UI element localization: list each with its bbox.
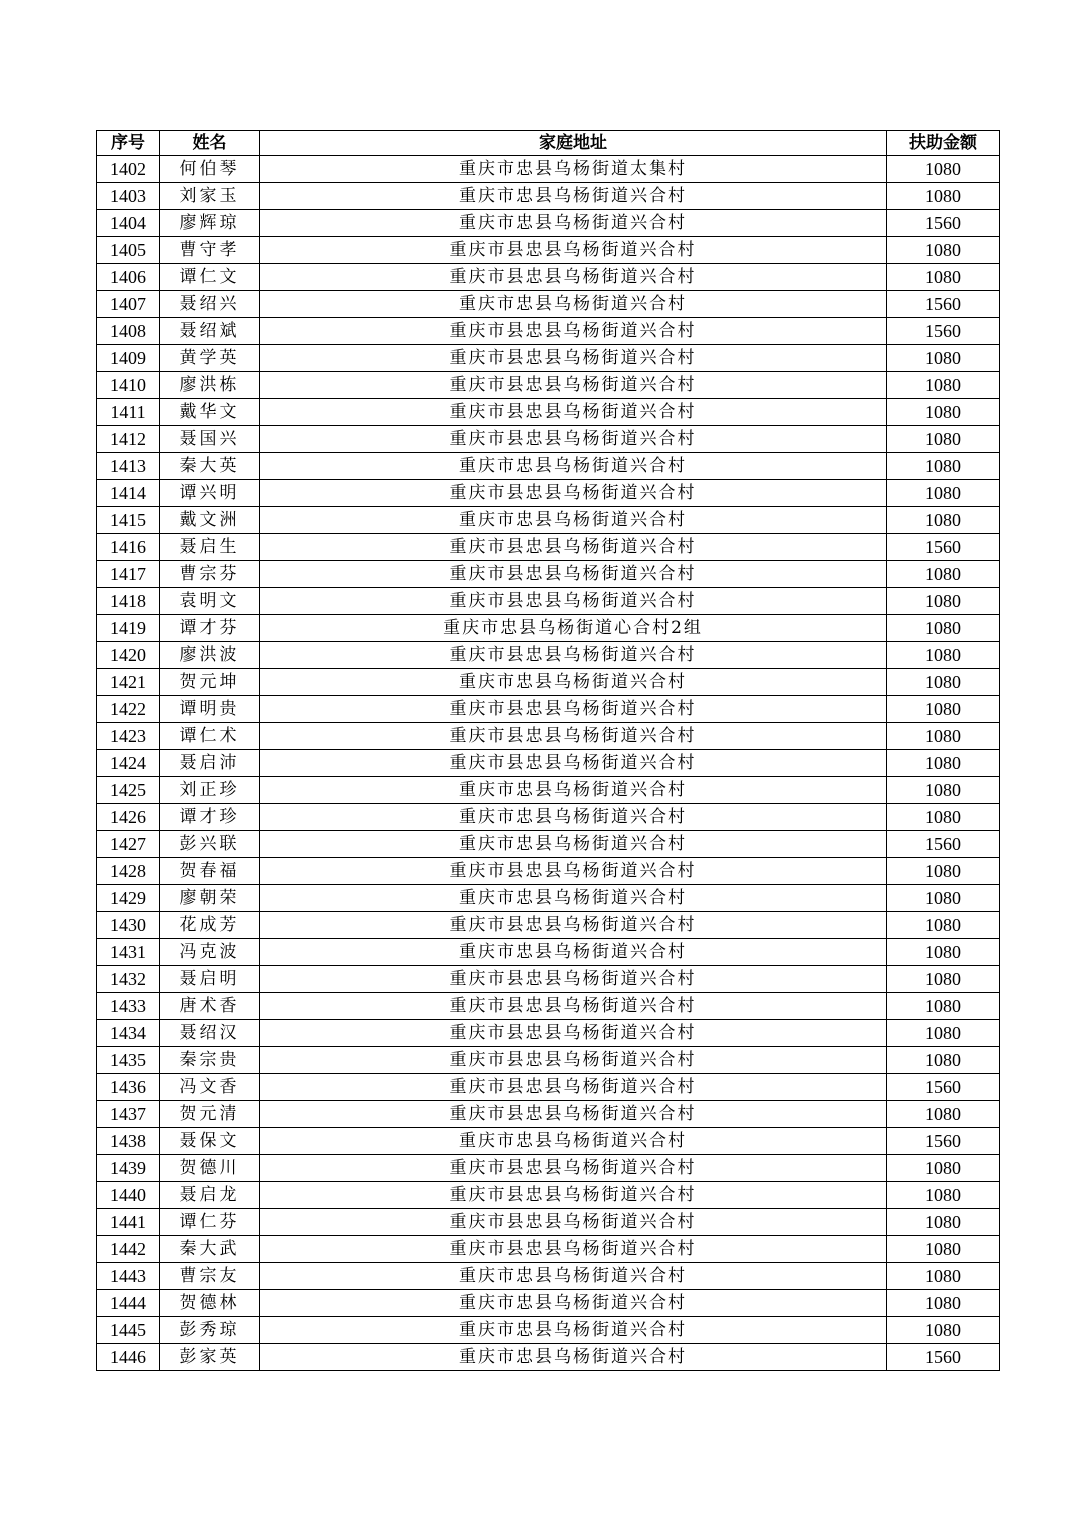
address-cell: 重庆市县忠县乌杨街道兴合村 — [260, 264, 887, 291]
address-cell: 重庆市县忠县乌杨街道兴合村 — [260, 912, 887, 939]
name-cell: 曹宗友 — [160, 1263, 260, 1290]
amount-cell: 1560 — [887, 318, 1000, 345]
address-cell: 重庆市县忠县乌杨街道兴合村 — [260, 966, 887, 993]
table-row — [97, 912, 1000, 939]
table-row — [97, 1263, 1000, 1290]
address-cell: 重庆市忠县乌杨街道兴合村 — [260, 183, 887, 210]
amount-cell: 1080 — [887, 399, 1000, 426]
serial-number-cell: 1405 — [97, 237, 160, 264]
table-row — [97, 507, 1000, 534]
header-home-address: 家庭地址 — [260, 131, 887, 156]
serial-number-cell: 1427 — [97, 831, 160, 858]
name-cell: 谭才芬 — [160, 615, 260, 642]
name-cell: 何伯琴 — [160, 156, 260, 183]
table-row — [97, 453, 1000, 480]
address-cell: 重庆市县忠县乌杨街道兴合村 — [260, 426, 887, 453]
name-cell: 彭兴联 — [160, 831, 260, 858]
address-cell: 重庆市县忠县乌杨街道兴合村 — [260, 318, 887, 345]
address-cell: 重庆市县忠县乌杨街道兴合村 — [260, 858, 887, 885]
serial-number-cell: 1428 — [97, 858, 160, 885]
serial-number-cell: 1430 — [97, 912, 160, 939]
table-row — [97, 1074, 1000, 1101]
serial-number-cell: 1431 — [97, 939, 160, 966]
name-cell: 廖朝荣 — [160, 885, 260, 912]
table-row — [97, 777, 1000, 804]
name-cell: 贺元坤 — [160, 669, 260, 696]
name-cell: 聂绍汉 — [160, 1020, 260, 1047]
name-cell: 秦大武 — [160, 1236, 260, 1263]
amount-cell: 1080 — [887, 1101, 1000, 1128]
address-cell: 重庆市县忠县乌杨街道兴合村 — [260, 1020, 887, 1047]
serial-number-cell: 1444 — [97, 1290, 160, 1317]
table-row — [97, 696, 1000, 723]
address-cell: 重庆市县忠县乌杨街道兴合村 — [260, 1047, 887, 1074]
amount-cell: 1560 — [887, 210, 1000, 237]
address-cell: 重庆市县忠县乌杨街道兴合村 — [260, 480, 887, 507]
amount-cell: 1080 — [887, 615, 1000, 642]
address-cell: 重庆市县忠县乌杨街道兴合村 — [260, 993, 887, 1020]
table-row — [97, 237, 1000, 264]
amount-cell: 1560 — [887, 291, 1000, 318]
table-row — [97, 966, 1000, 993]
amount-cell: 1080 — [887, 1020, 1000, 1047]
serial-number-cell: 1446 — [97, 1344, 160, 1371]
header-serial-number: 序号 — [97, 131, 160, 156]
address-cell: 重庆市忠县乌杨街道心合村2组 — [260, 615, 887, 642]
name-cell: 袁明文 — [160, 588, 260, 615]
address-cell: 重庆市县忠县乌杨街道兴合村 — [260, 561, 887, 588]
amount-cell: 1080 — [887, 1236, 1000, 1263]
address-cell: 重庆市忠县乌杨街道兴合村 — [260, 804, 887, 831]
serial-number-cell: 1442 — [97, 1236, 160, 1263]
address-cell: 重庆市忠县乌杨街道兴合村 — [260, 453, 887, 480]
name-cell: 秦宗贵 — [160, 1047, 260, 1074]
name-cell: 刘正珍 — [160, 777, 260, 804]
name-cell: 谭兴明 — [160, 480, 260, 507]
address-cell: 重庆市县忠县乌杨街道兴合村 — [260, 1236, 887, 1263]
serial-number-cell: 1434 — [97, 1020, 160, 1047]
name-cell: 戴文洲 — [160, 507, 260, 534]
table-row — [97, 210, 1000, 237]
amount-cell: 1560 — [887, 1074, 1000, 1101]
serial-number-cell: 1422 — [97, 696, 160, 723]
amount-cell: 1560 — [887, 1128, 1000, 1155]
address-cell: 重庆市县忠县乌杨街道兴合村 — [260, 588, 887, 615]
amount-cell: 1080 — [887, 723, 1000, 750]
table-row — [97, 831, 1000, 858]
amount-cell: 1080 — [887, 507, 1000, 534]
table-row — [97, 1344, 1000, 1371]
amount-cell: 1080 — [887, 1047, 1000, 1074]
serial-number-cell: 1424 — [97, 750, 160, 777]
serial-number-cell: 1437 — [97, 1101, 160, 1128]
amount-cell: 1080 — [887, 561, 1000, 588]
serial-number-cell: 1429 — [97, 885, 160, 912]
serial-number-cell: 1420 — [97, 642, 160, 669]
serial-number-cell: 1411 — [97, 399, 160, 426]
table-row — [97, 318, 1000, 345]
name-cell: 花成芳 — [160, 912, 260, 939]
table-row — [97, 993, 1000, 1020]
table-row — [97, 669, 1000, 696]
table-row — [97, 1155, 1000, 1182]
amount-cell: 1080 — [887, 1155, 1000, 1182]
address-cell: 重庆市忠县乌杨街道兴合村 — [260, 291, 887, 318]
header-name: 姓名 — [160, 131, 260, 156]
address-cell: 重庆市县忠县乌杨街道兴合村 — [260, 237, 887, 264]
name-cell: 聂绍兴 — [160, 291, 260, 318]
amount-cell: 1080 — [887, 372, 1000, 399]
name-cell: 冯文香 — [160, 1074, 260, 1101]
address-cell: 重庆市县忠县乌杨街道兴合村 — [260, 696, 887, 723]
amount-cell: 1080 — [887, 453, 1000, 480]
serial-number-cell: 1414 — [97, 480, 160, 507]
serial-number-cell: 1419 — [97, 615, 160, 642]
serial-number-cell: 1412 — [97, 426, 160, 453]
name-cell: 贺德林 — [160, 1290, 260, 1317]
table-header — [97, 131, 1000, 156]
name-cell: 曹宗芬 — [160, 561, 260, 588]
table-row — [97, 1317, 1000, 1344]
amount-cell: 1080 — [887, 480, 1000, 507]
amount-cell: 1080 — [887, 588, 1000, 615]
serial-number-cell: 1404 — [97, 210, 160, 237]
address-cell: 重庆市忠县乌杨街道兴合村 — [260, 1290, 887, 1317]
address-cell: 重庆市忠县乌杨街道兴合村 — [260, 1263, 887, 1290]
table-row — [97, 1209, 1000, 1236]
name-cell: 谭明贵 — [160, 696, 260, 723]
name-cell: 彭秀琼 — [160, 1317, 260, 1344]
table-row — [97, 885, 1000, 912]
name-cell: 聂启龙 — [160, 1182, 260, 1209]
address-cell: 重庆市忠县乌杨街道兴合村 — [260, 1128, 887, 1155]
table-row — [97, 1182, 1000, 1209]
serial-number-cell: 1409 — [97, 345, 160, 372]
serial-number-cell: 1406 — [97, 264, 160, 291]
serial-number-cell: 1416 — [97, 534, 160, 561]
name-cell: 聂启明 — [160, 966, 260, 993]
serial-number-cell: 1432 — [97, 966, 160, 993]
address-cell: 重庆市县忠县乌杨街道兴合村 — [260, 534, 887, 561]
amount-cell: 1080 — [887, 345, 1000, 372]
table-row — [97, 588, 1000, 615]
address-cell: 重庆市忠县乌杨街道兴合村 — [260, 669, 887, 696]
amount-cell: 1080 — [887, 804, 1000, 831]
amount-cell: 1080 — [887, 912, 1000, 939]
amount-cell: 1080 — [887, 1263, 1000, 1290]
serial-number-cell: 1418 — [97, 588, 160, 615]
serial-number-cell: 1408 — [97, 318, 160, 345]
address-cell: 重庆市忠县乌杨街道兴合村 — [260, 210, 887, 237]
name-cell: 谭才珍 — [160, 804, 260, 831]
name-cell: 贺德川 — [160, 1155, 260, 1182]
serial-number-cell: 1413 — [97, 453, 160, 480]
name-cell: 刘家玉 — [160, 183, 260, 210]
name-cell: 黄学英 — [160, 345, 260, 372]
serial-number-cell: 1402 — [97, 156, 160, 183]
serial-number-cell: 1438 — [97, 1128, 160, 1155]
address-cell: 重庆市县忠县乌杨街道兴合村 — [260, 345, 887, 372]
amount-cell: 1080 — [887, 993, 1000, 1020]
serial-number-cell: 1425 — [97, 777, 160, 804]
serial-number-cell: 1443 — [97, 1263, 160, 1290]
table-row — [97, 1236, 1000, 1263]
serial-number-cell: 1421 — [97, 669, 160, 696]
name-cell: 唐术香 — [160, 993, 260, 1020]
amount-cell: 1560 — [887, 831, 1000, 858]
amount-cell: 1080 — [887, 696, 1000, 723]
address-cell: 重庆市县忠县乌杨街道兴合村 — [260, 1101, 887, 1128]
table-row — [97, 939, 1000, 966]
table-row — [97, 426, 1000, 453]
table-row — [97, 1101, 1000, 1128]
serial-number-cell: 1407 — [97, 291, 160, 318]
name-cell: 廖洪栋 — [160, 372, 260, 399]
address-cell: 重庆市忠县乌杨街道兴合村 — [260, 507, 887, 534]
address-cell: 重庆市忠县乌杨街道兴合村 — [260, 939, 887, 966]
table-row — [97, 1128, 1000, 1155]
address-cell: 重庆市县忠县乌杨街道兴合村 — [260, 399, 887, 426]
amount-cell: 1080 — [887, 1290, 1000, 1317]
amount-cell: 1080 — [887, 966, 1000, 993]
table-row — [97, 858, 1000, 885]
amount-cell: 1560 — [887, 1344, 1000, 1371]
serial-number-cell: 1441 — [97, 1209, 160, 1236]
header-assistance-amount: 扶助金额 — [887, 131, 1000, 156]
amount-cell: 1080 — [887, 237, 1000, 264]
address-cell: 重庆市县忠县乌杨街道兴合村 — [260, 750, 887, 777]
header-row — [97, 131, 1000, 156]
address-cell: 重庆市县忠县乌杨街道兴合村 — [260, 1182, 887, 1209]
amount-cell: 1080 — [887, 858, 1000, 885]
table-row — [97, 561, 1000, 588]
name-cell: 聂启沛 — [160, 750, 260, 777]
table-row — [97, 1290, 1000, 1317]
table-row — [97, 480, 1000, 507]
name-cell: 谭仁芬 — [160, 1209, 260, 1236]
address-cell: 重庆市县忠县乌杨街道兴合村 — [260, 372, 887, 399]
table-row — [97, 372, 1000, 399]
address-cell: 重庆市县忠县乌杨街道兴合村 — [260, 1074, 887, 1101]
name-cell: 谭仁术 — [160, 723, 260, 750]
address-cell: 重庆市忠县乌杨街道兴合村 — [260, 831, 887, 858]
name-cell: 戴华文 — [160, 399, 260, 426]
serial-number-cell: 1410 — [97, 372, 160, 399]
address-cell: 重庆市忠县乌杨街道太集村 — [260, 156, 887, 183]
table-row — [97, 642, 1000, 669]
address-cell: 重庆市忠县乌杨街道兴合村 — [260, 1344, 887, 1371]
amount-cell: 1080 — [887, 183, 1000, 210]
name-cell: 贺春福 — [160, 858, 260, 885]
address-cell: 重庆市县忠县乌杨街道兴合村 — [260, 1209, 887, 1236]
serial-number-cell: 1415 — [97, 507, 160, 534]
table-row — [97, 399, 1000, 426]
table-row — [97, 804, 1000, 831]
amount-cell: 1080 — [887, 750, 1000, 777]
serial-number-cell: 1433 — [97, 993, 160, 1020]
amount-cell: 1080 — [887, 939, 1000, 966]
table-row — [97, 345, 1000, 372]
table-row — [97, 156, 1000, 183]
table-row — [97, 1020, 1000, 1047]
serial-number-cell: 1436 — [97, 1074, 160, 1101]
serial-number-cell: 1440 — [97, 1182, 160, 1209]
amount-cell: 1080 — [887, 777, 1000, 804]
amount-cell: 1080 — [887, 885, 1000, 912]
address-cell: 重庆市忠县乌杨街道兴合村 — [260, 1317, 887, 1344]
name-cell: 聂绍斌 — [160, 318, 260, 345]
table-row — [97, 264, 1000, 291]
table-row — [97, 615, 1000, 642]
address-cell: 重庆市忠县乌杨街道兴合村 — [260, 885, 887, 912]
name-cell: 冯克波 — [160, 939, 260, 966]
serial-number-cell: 1403 — [97, 183, 160, 210]
serial-number-cell: 1439 — [97, 1155, 160, 1182]
serial-number-cell: 1426 — [97, 804, 160, 831]
amount-cell: 1080 — [887, 642, 1000, 669]
document-sheet — [96, 130, 999, 1371]
name-cell: 廖洪波 — [160, 642, 260, 669]
assistance-roster-table — [96, 130, 1000, 1371]
table-row — [97, 723, 1000, 750]
table-row — [97, 183, 1000, 210]
serial-number-cell: 1445 — [97, 1317, 160, 1344]
amount-cell: 1080 — [887, 1317, 1000, 1344]
name-cell: 聂国兴 — [160, 426, 260, 453]
table-row — [97, 291, 1000, 318]
amount-cell: 1080 — [887, 156, 1000, 183]
address-cell: 重庆市县忠县乌杨街道兴合村 — [260, 642, 887, 669]
name-cell: 秦大英 — [160, 453, 260, 480]
name-cell: 聂启生 — [160, 534, 260, 561]
address-cell: 重庆市县忠县乌杨街道兴合村 — [260, 1155, 887, 1182]
table-body — [97, 156, 1000, 1371]
amount-cell: 1080 — [887, 1182, 1000, 1209]
serial-number-cell: 1417 — [97, 561, 160, 588]
table-row — [97, 534, 1000, 561]
address-cell: 重庆市县忠县乌杨街道兴合村 — [260, 723, 887, 750]
address-cell: 重庆市忠县乌杨街道兴合村 — [260, 777, 887, 804]
amount-cell: 1080 — [887, 264, 1000, 291]
amount-cell: 1080 — [887, 1209, 1000, 1236]
name-cell: 贺元清 — [160, 1101, 260, 1128]
amount-cell: 1560 — [887, 534, 1000, 561]
name-cell: 曹守孝 — [160, 237, 260, 264]
name-cell: 廖辉琼 — [160, 210, 260, 237]
serial-number-cell: 1435 — [97, 1047, 160, 1074]
amount-cell: 1080 — [887, 669, 1000, 696]
name-cell: 谭仁文 — [160, 264, 260, 291]
table-row — [97, 750, 1000, 777]
table-row — [97, 1047, 1000, 1074]
name-cell: 聂保文 — [160, 1128, 260, 1155]
name-cell: 彭家英 — [160, 1344, 260, 1371]
serial-number-cell: 1423 — [97, 723, 160, 750]
amount-cell: 1080 — [887, 426, 1000, 453]
